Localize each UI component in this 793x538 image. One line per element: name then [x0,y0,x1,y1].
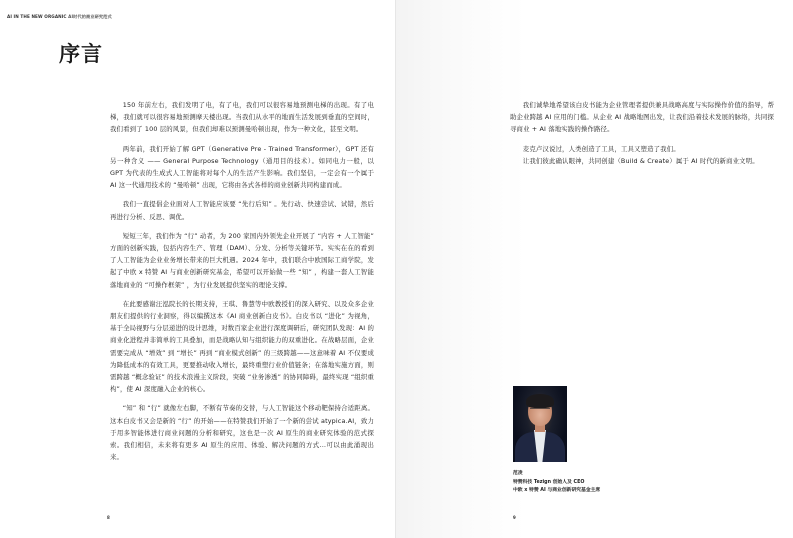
preface-body-right [510,99,774,174]
author-portrait [513,386,567,462]
paragraph: “知” 和 “行” 就像左右脚，不断有节奏的交替，与人工智能这个移动靶保持合适距离。这本白皮书又会是新的 “行” 的开始——在特赞我们开始了一个新的尝试 atypica.AI，致力于用多智能体进行商业问题的分析和研究，这也是一次 AI 原生的商业研究体验的范式探索。我们相信，未来将有更多 AI 原生的应用、体验、解决问题的方式…可以由此涌现出来。 [110,404,374,462]
author-name: 范凌 [513,471,523,476]
page-number-left: 8 [107,515,110,520]
right-page [396,0,793,538]
paragraph: 我们一直提倡企业面对人工智能应该要 “先行后知” 。先行动、快速尝试、试错，然后再进行分析、反思、调优。 [110,200,374,221]
left-page [0,0,396,538]
running-head-cn: AI时代的商业研究范式 [68,14,112,19]
paragraph: 150 年前左右，我们发明了电，有了电，我们可以很容易地预测电梯的出现。有了电梯，我们就可以很容易地预测摩天楼出现。当我们从水平的地面生活发展到垂直的空间时，我们看到了 100 层的风景，但我们却难以预测曼哈顿出现，作为一种文化，甚至文明。 [110,101,374,134]
page-title: 序言 [59,42,103,66]
author-title-1: 特赞科技 Tezign 创始人及 CEO [513,479,585,485]
paragraph: 麦克卢汉说过，人类创造了工具，工具又塑造了我们。 [522,144,680,153]
author-signature [513,470,600,496]
paragraph: 让我们彼此确认眼神，共同创建（Build & Create）属于 AI 时代的新商业文明。 [522,156,759,165]
author-title-2: 中欧 x 特赞 AI 与商业创新研究基金主席 [513,488,601,494]
page-number-right: 9 [513,515,516,520]
paragraph: 短短三年，我们作为 “行” 动者，为 200 家国内外领先企业开展了 “内容 + 人工智能” 方面的创新实践，包括内容生产、管理（DAM）、分发、分析等关键环节。实实在在的看到了人工智能为企业业务增长带来的巨大机遇。2024 年中，我们联合中欧国际工商学院，发起了中欧 x 特赞 AI 与商业创新研究基金，希望可以开始做一些 “知” ，构建一套人工智能落地商业的 “可操作框架” ，为行业发展提供坚实的理论支撑。 [110,231,374,289]
preface-body-left [110,99,374,470]
paragraph: 两年前，我们开始了解 GPT（Generative Pre - Trained Transformer），GPT 还有另一种含义 —— General Purpose Technology（通用目的技术）。如同电力一般，以 GPT 为代表的生成式人工智能将对每个人的生活产生影响。我们坚信，一定会有一个属于 AI 这一代通用技术的 “曼哈顿” 出现，它将由各式各样的商业创新共同构建而成。 [110,144,374,190]
paragraph: 我们诚挚地希望该白皮书能为企业管理者提供兼具战略高度与实际操作价值的指导，帮助企业跨越 AI 应用的门槛。从企业 AI 战略地图出发，让我们沿着技术发展的脉络，共同探寻商业 + AI 落地实践的操作路径。 [510,101,774,134]
running-head-en: AI IN THE NEW ORGANIC [7,14,67,19]
paragraph: 在此要感谢汪泓院长的长期支持，王琪、鲁慧等中欧教授们的深入研究、以及众多企业朋友们提供的行业洞察，得以编撰这本《AI 商业创新白皮书》。白皮书以 “进化” 为视角，基于全局视野与分层递进的设计思维，对数百家企业进行深度调研后，研究团队发现：AI 的商业化进程并非简单的工具叠加，而是战略认知与组织能力的双重进化。在战略层面，企业需要完成从 “增效” 到 “增长” 再到 “商业模式创新” 的三级跨越——这意味着 AI 不仅要成为降低成本的有效工具，更要推动收入增长，最终重塑行业价值链条；在落地实施方面，则需跨越 “概念验证” 的技术浪漫主义阶段，突破 “业务渗透” 的协同障碍，最终实现 “组织重构”，使 AI 深度融入企业的核心。 [110,299,374,394]
running-head [7,14,112,20]
portrait-hair [526,394,554,408]
portrait-glasses [530,408,550,413]
